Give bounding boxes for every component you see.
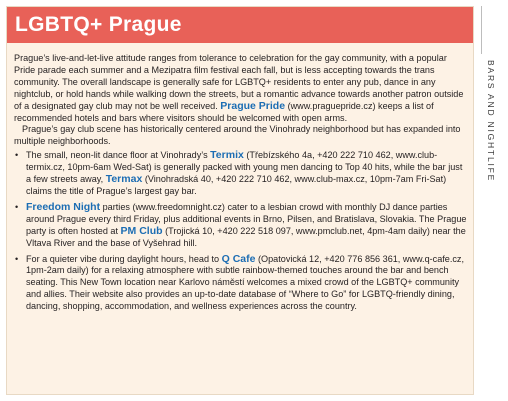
box-content	[14, 53, 468, 317]
item-text: For a quieter vibe during daylight hours, head to	[26, 253, 220, 264]
venue-list	[14, 150, 468, 313]
prague-pride-name: Prague Pride	[220, 99, 286, 112]
item-text: parties (www.freedomnight.cz) cater to a lesbian crowd with monthly DJ dance parties around Prague every third Friday, plus additional events in Brno, Pilsen, and Bratislava, Slovakia. The Prague party is often hosted at	[26, 201, 467, 236]
bullet-icon: •	[15, 150, 19, 161]
venue-name-pm-club: PM Club	[120, 224, 163, 237]
section-label: BARS AND NIGHTLIFE	[486, 60, 496, 183]
box-title: LGBTQ+ Prague	[15, 13, 182, 36]
intro-text-2: (www.praguepride.cz) keeps a list of recommended hotels and bars where visitors should be welcomed with open arms.	[14, 100, 434, 123]
bullet-icon: •	[15, 201, 19, 212]
list-item	[14, 150, 468, 198]
item-text: (Vinohradská 40, +420 222 710 462, www.club-max.cz, 10pm-7am Fri-Sat) claims the title of Prague’s largest gay bar.	[26, 174, 447, 196]
scene-paragraph: Prague’s gay club scene has historically centered around the Vinohrady neighborhood but has expanded into multiple neighborhoods.	[14, 124, 461, 147]
sidebar-box	[6, 6, 474, 395]
bullet-icon: •	[15, 253, 19, 264]
list-item	[14, 254, 468, 314]
box-header	[7, 7, 473, 43]
item-text: (Opatovická 12, +420 776 856 361, www.q-cafe.cz, 1pm-2am daily) for a relaxing atmosphere with subtle rainbow-themed touches around the bar and bench seating. This New Town location near Karlovo náměstí welcomes a mixed crowd of the LGBTQ+ community and allies. Their website also provides an up-to-date database of “Where to Go” for LGBTQ-friendly dining, dancing, shopping, accommodation, and wellness experiences across the country.	[26, 253, 465, 312]
item-text: The small, neon-lit dance floor at Vinohrady’s	[26, 150, 208, 161]
venue-name-termax: Termax	[105, 173, 143, 186]
item-text: (Třebízského 4a, +420 222 710 462, www.club-termix.cz, 10pm-6am Wed-Sat) is generally packed with young men dancing to Top 40 hits, while the bar just a few streets away,	[26, 150, 463, 185]
venue-name-termix: Termix	[210, 149, 244, 162]
intro-paragraph	[14, 53, 468, 124]
sidebar-rule	[481, 6, 482, 54]
item-text: (Trojická 10, +420 222 518 097, www.pmclub.net, 4pm-4am daily) near the Vltava River and the base of Vyšehrad hill.	[26, 225, 466, 248]
venue-name-freedom-night: Freedom Night	[26, 200, 101, 213]
venue-name-q-cafe: Q Cafe	[221, 252, 256, 265]
list-item	[14, 202, 468, 250]
intro-text: Prague’s live-and-let-live attitude ranges from tolerance to celebration for the gay community, with a popular Pride parade each summer and a Mezipatra film festival each fall, but is less accepting towards the trans community. The overall landscape is generally safe for LGBTQ+ residents to enter any pub, dance in any nightclub, or hold hands while walking down the streets, but a romantic advance towards another patron outside of a designated gay club may not be well received.	[14, 53, 464, 111]
